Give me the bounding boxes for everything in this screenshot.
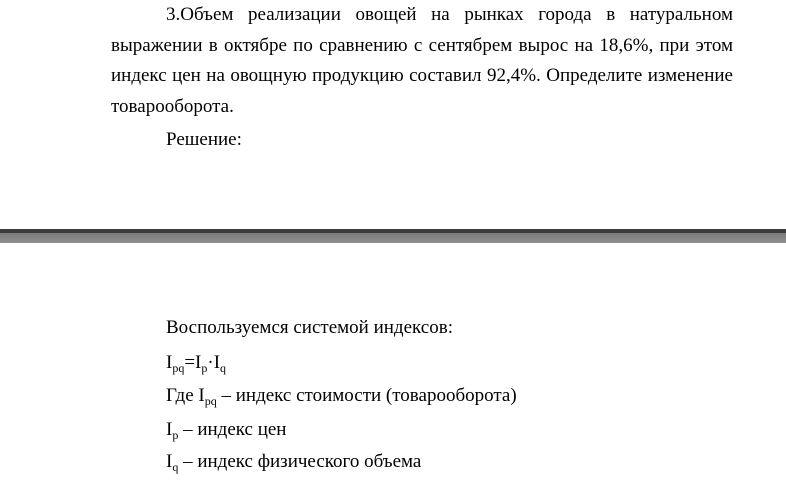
formula-factor-1: I xyxy=(195,352,202,373)
definition-value-index xyxy=(166,384,517,408)
definition-symbol: I xyxy=(166,419,173,440)
page-top xyxy=(0,0,786,229)
definition-symbol-sub: p xyxy=(172,428,179,442)
formula-factor-1-sub: p xyxy=(201,361,208,375)
definition-symbol: I xyxy=(166,451,173,472)
formula-lhs-sub: pq xyxy=(172,361,185,375)
definition-symbol: I xyxy=(198,385,205,406)
formula-factor-2-sub: q xyxy=(220,361,227,375)
definition-text: – индекс физического объема xyxy=(178,451,422,472)
definition-volume-index xyxy=(166,450,421,474)
definition-price-index xyxy=(166,418,286,442)
problem-statement: 3.Объем реализации овощей на рынках города в натуральном выражении в октябре по сравнению с сентябрем вырос на 18,6%, при этом индекс цен на овощную продукцию составил 92,4%. Определите изменение товарооборота. xyxy=(111,4,733,117)
formula-factor-2: I xyxy=(213,352,221,373)
page-bottom xyxy=(0,243,786,481)
definition-text: – индекс стоимости (товарооборота) xyxy=(216,385,517,406)
solution-heading: Решение: xyxy=(166,129,242,150)
definition-text: – индекс цен xyxy=(178,419,287,440)
formula-equals: = xyxy=(184,352,196,373)
formula-lhs: I xyxy=(166,352,173,373)
definition-symbol-sub: pq xyxy=(204,394,217,408)
page-break-separator xyxy=(0,229,786,243)
definition-prefix: Где xyxy=(166,385,199,406)
definition-symbol-sub: q xyxy=(172,460,179,474)
formula-dot: · xyxy=(207,352,214,373)
index-system-intro: Воспользуемся системой индексов: xyxy=(166,317,453,338)
index-formula xyxy=(166,351,226,375)
